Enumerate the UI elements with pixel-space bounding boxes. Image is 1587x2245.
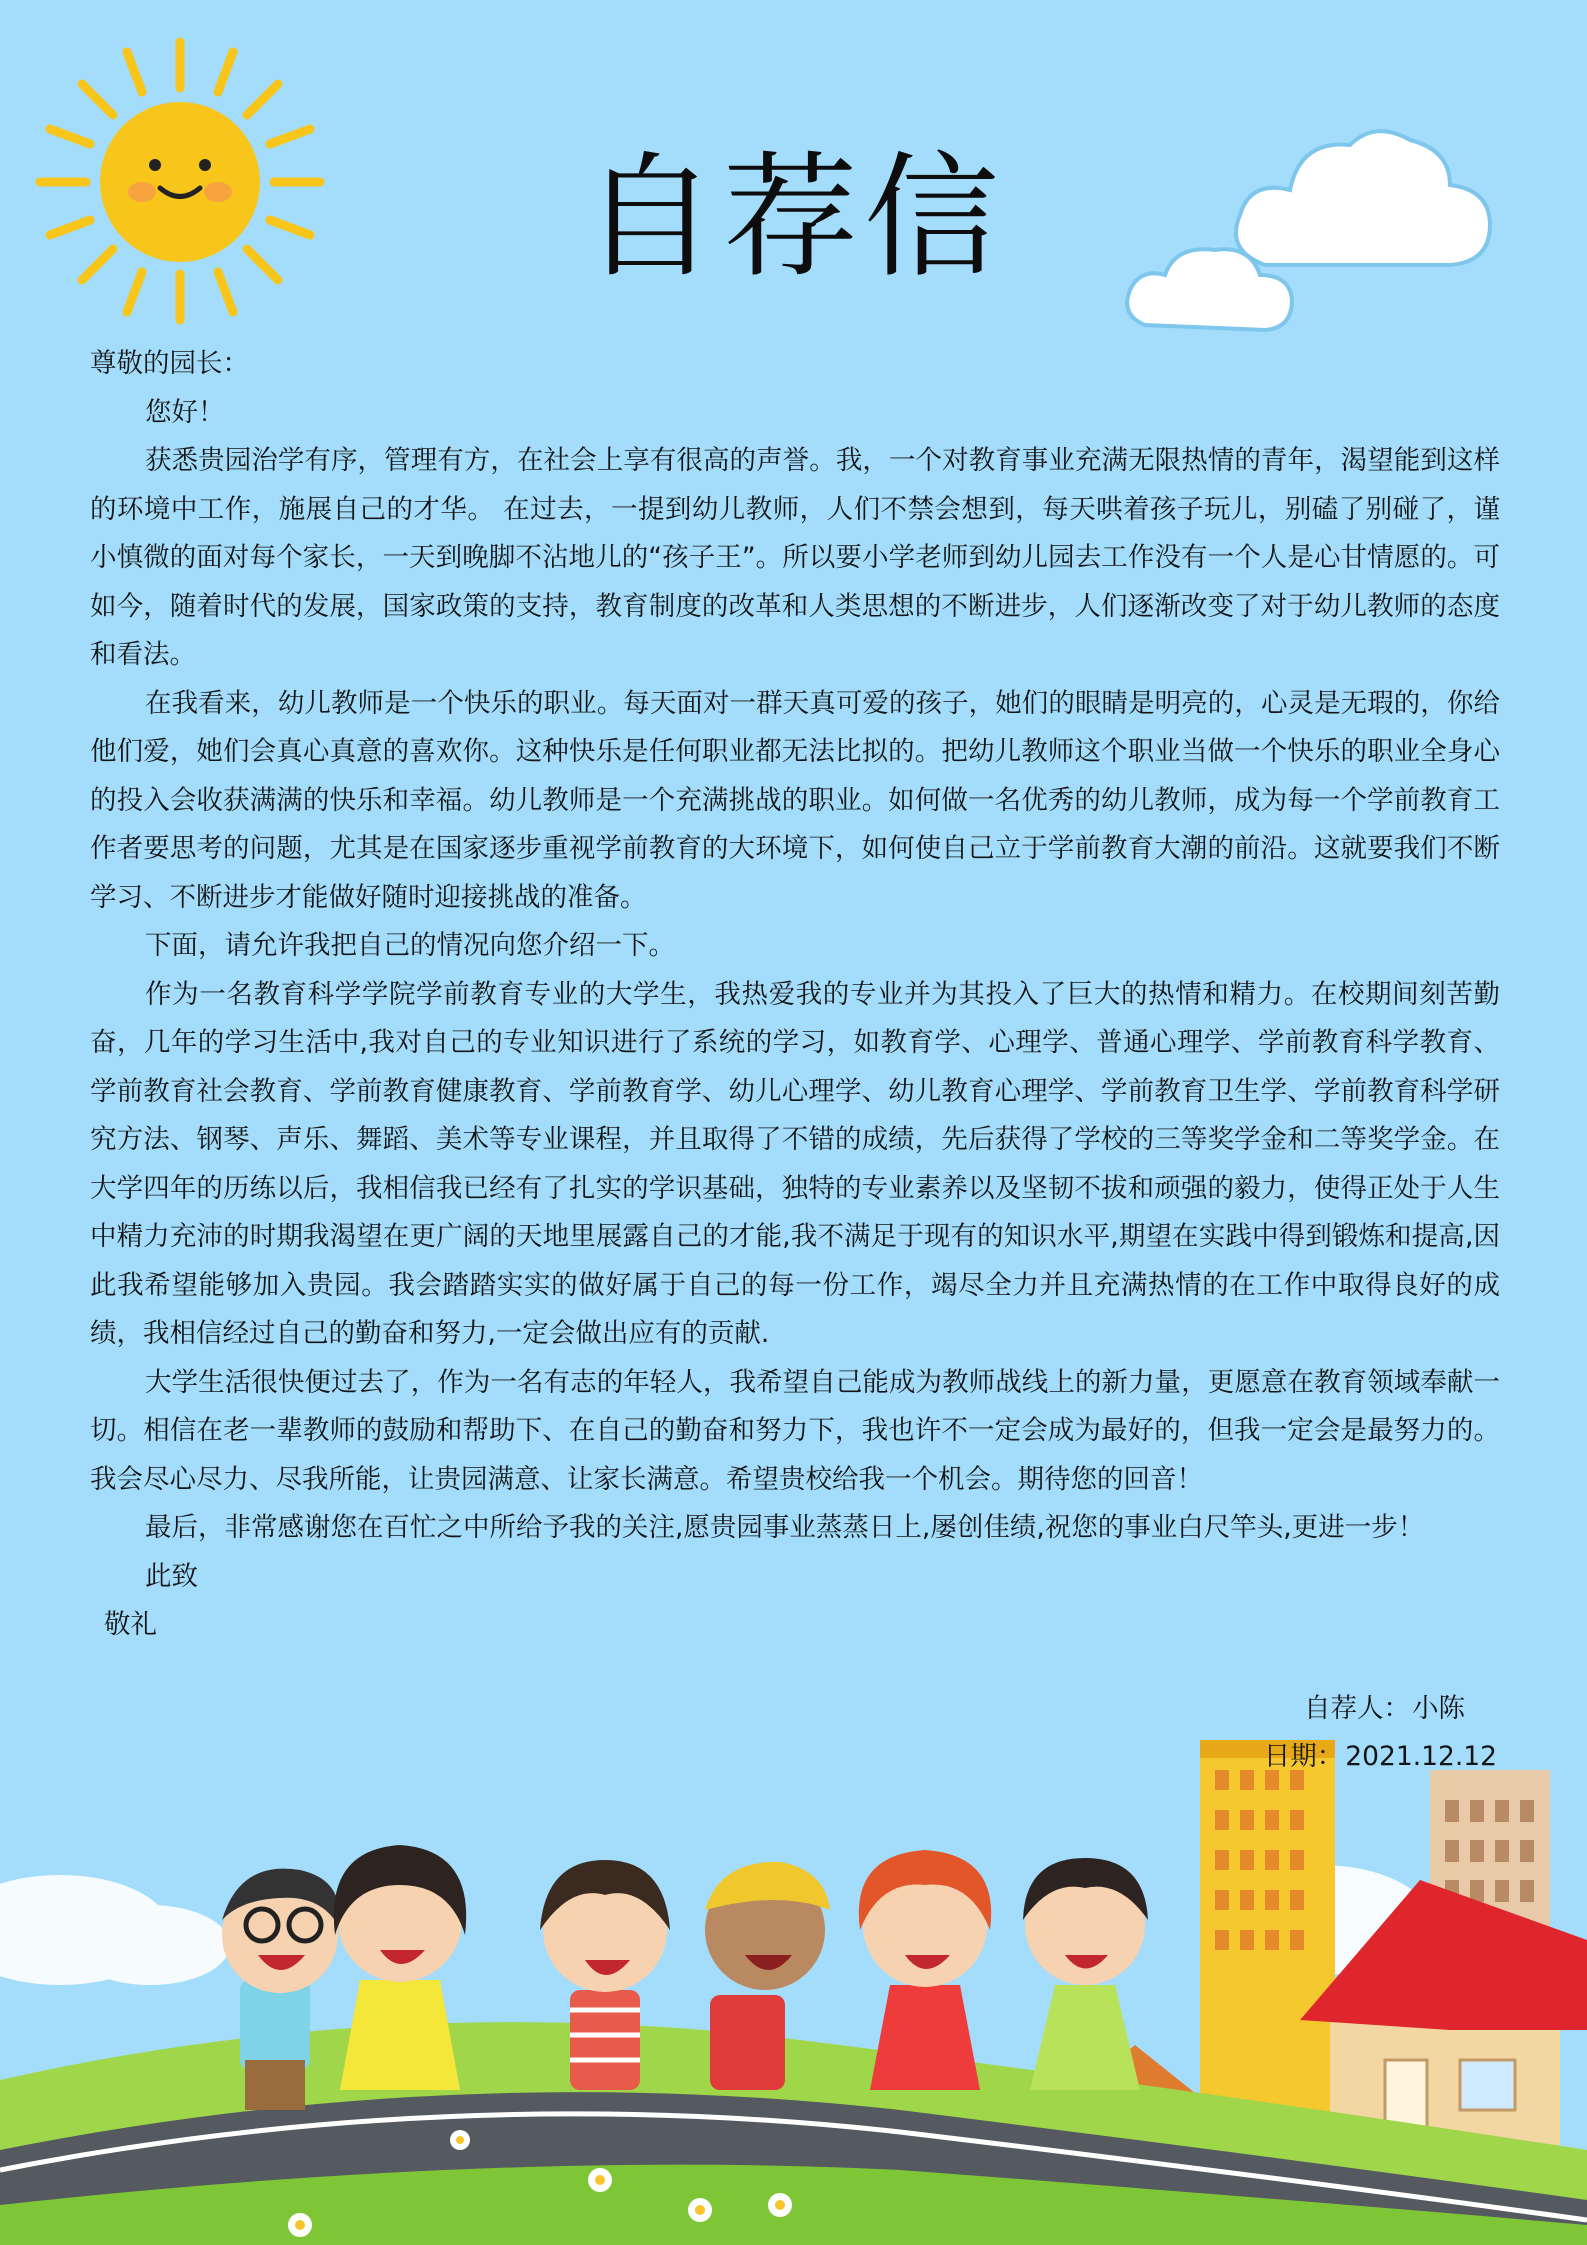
paragraph: 作为一名教育科学学院学前教育专业的大学生，我热爱我的专业并为其投入了巨大的热情和精力。在校期间刻苦勤奋，几年的学习生活中,我对自己的专业知识进行了系统的学习，如教育学、心理学、普通心理学、学前教育科学教育、学前教育社会教育、学前教育健康教育、学前教育学、幼儿心理学、幼儿教育心理学、学前教育卫生学、学前教育科学研究方法、钢琴、声乐、舞蹈、美术等专业课程，并且取得了不错的成绩，先后获得了学校的三等奖学金和二等奖学金。在大学四年的历练以后，我相信我已经有了扎实的学识基础，独特的专业素养以及坚韧不拔和顽强的毅力，使得正处于人生中精力充沛的时期我渴望在更广阔的天地里展露自己的才能,我不满足于现有的知识水平,期望在实践中得到锻炼和提高,因此我希望能够加入贵园。我会踏踏实实的做好属于自己的每一份工作，竭尽全力并且充满热情的在工作中取得良好的成绩，我相信经过自己的勤奋和努力,一定会做出应有的贡献. <box>90 978 1500 1349</box>
paragraph: 下面，请允许我把自己的情况向您介绍一下。 <box>145 930 675 961</box>
paragraph: 在我看来，幼儿教师是一个快乐的职业。每天面对一群天真可爱的孩子，她们的眼睛是明亮的，心灵是无瑕的，你给他们爱，她们会真心真意的喜欢你。这种快乐是任何职业都无法比拟的。把幼儿教师这个职业当做一个快乐的职业全身心的投入会收获满满的快乐和幸福。幼儿教师是一个充满挑战的职业。如何做一名优秀的幼儿教师，成为每一个学前教育工作者要思考的问题，尤其是在国家逐步重视学前教育的大环境下，如何使自己立于学前教育大潮的前沿。这就要我们不断学习、不断进步才能做好随时迎接挑战的准备。 <box>90 687 1500 913</box>
signer-line <box>1262 1685 1497 1733</box>
signer-label: 自荐人： <box>1304 1693 1410 1724</box>
letter-body <box>90 340 1500 1650</box>
date-label: 日期： <box>1263 1741 1344 1772</box>
closing: 此致 <box>145 1560 198 1592</box>
paragraph: 最后，非常感谢您在百忙之中所给予我的关注,愿贵园事业蒸蒸日上,屡创佳绩,祝您的事业白尺竿头,更进一步！ <box>145 1512 1425 1543</box>
date-line <box>1262 1733 1497 1781</box>
greeting: 尊敬的园长： <box>90 348 249 379</box>
salute: 敬礼 <box>104 1609 157 1640</box>
signature-block <box>1262 1685 1497 1781</box>
date-value: 2021.12.12 <box>1345 1741 1497 1772</box>
paragraph: 获悉贵园治学有序，管理有方，在社会上享有很高的声誉。我，一个对教育事业充满无限热情的青年，渴望能到这样的环境中工作，施展自己的才华。 在过去，一提到幼儿教师，人们不禁会想到，每天哄着孩子玩儿，别磕了别碰了，谨小慎微的面对每个家长，一天到晚脚不沾地儿的“孩子王”。所以要小学老师到幼儿园去工作没有一个人是心甘情愿的。可如今，随着时代的发展，国家政策的支持，教育制度的改革和人类思想的不断进步，人们逐渐改变了对于幼儿教师的态度和看法。 <box>90 445 1500 670</box>
hello-line: 您好！ <box>145 396 225 428</box>
page-title: 自荐信 <box>582 139 1005 296</box>
signer-name: 小陈 <box>1412 1693 1465 1724</box>
paragraph: 大学生活很快便过去了，作为一名有志的年轻人，我希望自己能成为教师战线上的新力量，更愿意在教育领域奉献一切。相信在老一辈教师的鼓励和帮助下、在自己的勤奋和努力下，我也许不一定会成为最好的，但我一定会是最努力的。我会尽心尽力、尽我所能，让贵园满意、让家长满意。希望贵校给我一个机会。期待您的回音！ <box>90 1366 1500 1495</box>
